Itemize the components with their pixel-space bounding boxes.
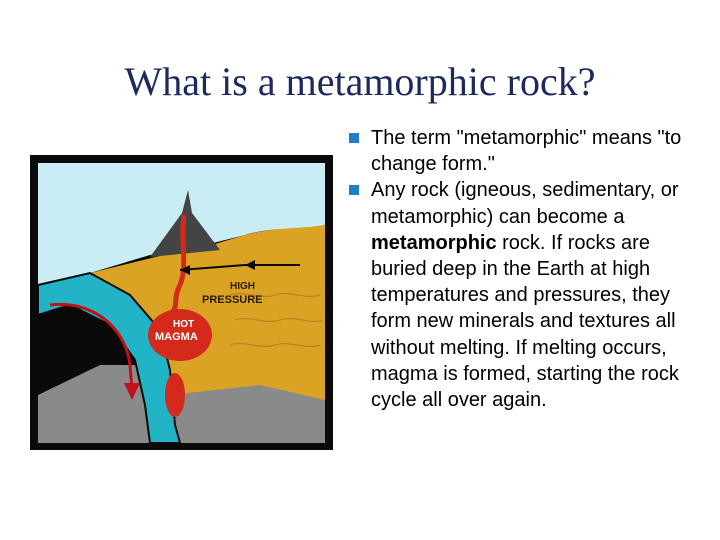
magma-blob (165, 373, 185, 417)
bullet-text: The term "metamorphic" means "to change form." (371, 127, 682, 176)
label-pressure: PRESSURE (202, 294, 263, 306)
label-high: HIGH (230, 281, 255, 292)
bullet-square-icon (349, 185, 359, 195)
bullet-text-after: rock. If rocks are buried deep in the Earth at high temperatures and pressures, they form new minerals and textures all without melting. If melting occurs, magma is formed, starting the rock cycle all over again. (371, 231, 679, 412)
bullet-list (345, 125, 705, 413)
slide-title: What is a metamorphic rock? (124, 59, 596, 104)
bullet-text-before: Any rock (igneous, sedimentary, or metamorphic) can become a (371, 179, 679, 228)
bullet-item (345, 177, 705, 413)
label-magma: MAGMA (155, 331, 198, 343)
label-hot: HOT (173, 319, 195, 330)
metamorphic-rock-illustration (30, 155, 333, 450)
bullet-item (345, 125, 705, 177)
bullet-square-icon (349, 133, 359, 143)
bullet-emphasis: metamorphic (371, 231, 497, 254)
